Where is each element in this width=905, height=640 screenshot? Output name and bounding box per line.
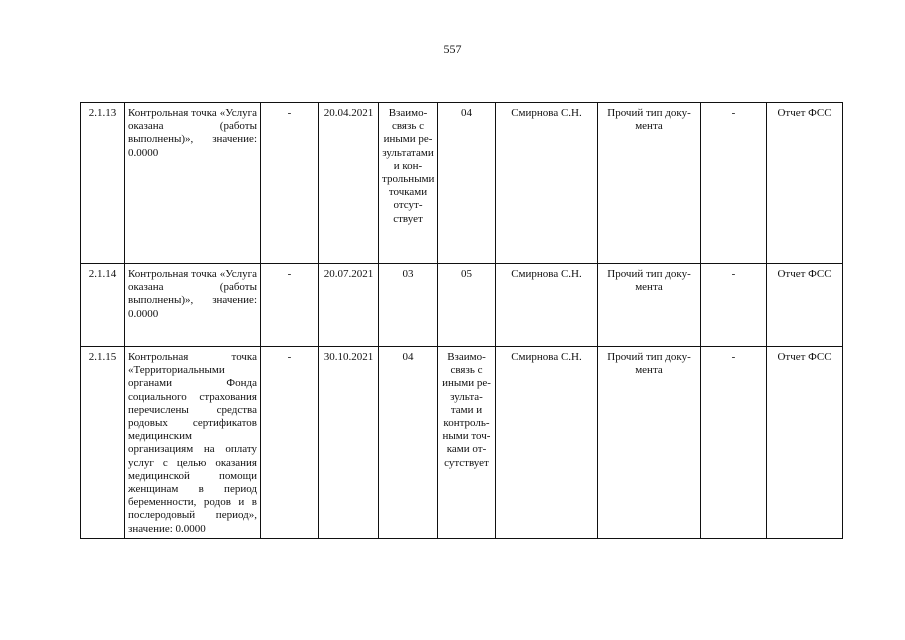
report-cell: Отчет ФСС <box>767 103 843 264</box>
cell-dash: - <box>261 347 319 539</box>
cell-dash: - <box>701 347 767 539</box>
row-number: 2.1.13 <box>81 103 125 264</box>
relation-cell: Взаимо- связь с иными ре- зультатами и кон- трольными точками отсут- ствует <box>379 103 438 264</box>
doc-type-cell: Прочий тип доку- мента <box>598 347 701 539</box>
cell-dash: - <box>701 103 767 264</box>
responsible-cell: Смирнова С.Н. <box>496 103 598 264</box>
relation-cell: 04 <box>438 103 496 264</box>
responsible-cell: Смирнова С.Н. <box>496 264 598 347</box>
table-row <box>81 103 843 264</box>
page-number: 557 <box>443 42 462 56</box>
control-point-name: Контрольная точка «Услуга оказана (работы выполнены)», значение: 0.0000 <box>125 103 261 264</box>
responsible-cell: Смирнова С.Н. <box>496 347 598 539</box>
doc-type-cell: Прочий тип доку- мента <box>598 103 701 264</box>
control-point-name: Контрольная точка «Услуга оказана (работы выполнены)», значение: 0.0000 <box>125 264 261 347</box>
relation-cell: 04 <box>379 347 438 539</box>
relation-cell: 03 <box>379 264 438 347</box>
cell-dash: - <box>261 103 319 264</box>
relation-cell: 05 <box>438 264 496 347</box>
control-point-name: Контрольная точка «Территориальными органами Фонда социального страхования перечислены средства родовых сертификатов медицинским организациям на оплату услуг с целью оказания медицинской помощи женщинам в период беременности, родов и в послеродовый период», значение: 0.0000 <box>125 347 261 539</box>
cell-dash: - <box>261 264 319 347</box>
relation-cell: Взаимо- связь с иными ре- зульта- тами и контроль- ными точ- ками от- сутствует <box>438 347 496 539</box>
doc-type-cell: Прочий тип доку- мента <box>598 264 701 347</box>
date-cell: 20.07.2021 <box>319 264 379 347</box>
report-cell: Отчет ФСС <box>767 347 843 539</box>
date-cell: 20.04.2021 <box>319 103 379 264</box>
report-cell: Отчет ФСС <box>767 264 843 347</box>
table-row <box>81 347 843 539</box>
table-row <box>81 264 843 347</box>
cell-dash: - <box>701 264 767 347</box>
row-number: 2.1.15 <box>81 347 125 539</box>
date-cell: 30.10.2021 <box>319 347 379 539</box>
row-number: 2.1.14 <box>81 264 125 347</box>
control-points-table <box>80 102 843 539</box>
